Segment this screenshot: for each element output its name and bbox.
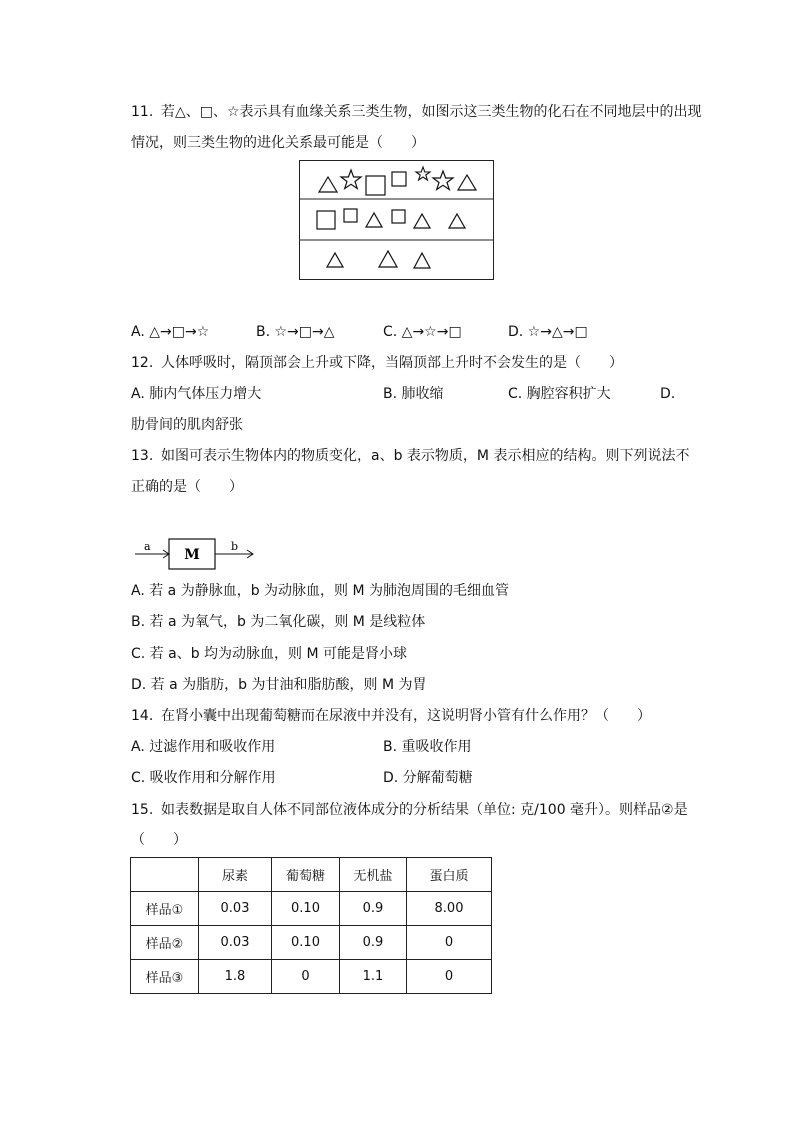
q11-option-b[interactable]: B. ☆→□→△ — [256, 324, 335, 340]
q13-option-c[interactable]: C. 若 a、b 均为动脉血，则 M 可能是肾小球 — [131, 646, 408, 662]
q11-number: 11. — [131, 104, 154, 120]
q12-option-d[interactable]: D. — [660, 386, 676, 402]
table-cell: 0.10 — [272, 892, 340, 926]
diagram-input-label: a — [144, 540, 151, 553]
q11-line1 — [131, 102, 702, 122]
table-header-row — [131, 858, 492, 892]
table-cell: 0.03 — [199, 926, 272, 960]
triangle-fossil-icon — [366, 213, 382, 227]
table-row — [131, 892, 492, 926]
square-fossil-icon — [392, 210, 405, 223]
q13-option-d[interactable]: D. 若 a 为脂肪，b 为甘油和脂肪酸，则 M 为胃 — [131, 677, 427, 693]
q12-option-b[interactable]: B. 肺收缩 — [383, 386, 444, 402]
q12-number: 12. — [131, 355, 154, 371]
square-fossil-icon — [344, 209, 357, 222]
q11-option-d[interactable]: D. ☆→△→□ — [508, 324, 588, 340]
fossil-strata-svg — [300, 161, 493, 279]
triangle-fossil-icon — [414, 253, 430, 268]
table-cell: 0 — [407, 960, 492, 994]
q12-text: 人体呼吸时，隔顶部会上升或下降，当隔顶部上升时不会发生的是（ ） — [161, 355, 623, 371]
q13-line1 — [131, 446, 689, 466]
triangle-fossil-icon — [327, 253, 343, 267]
fossil-strata-diagram — [299, 160, 494, 280]
q11-text-line1: 若△、□、☆表示具有血缘关系三类生物，如图示这三类生物的化石在不同地层中的出现 — [161, 104, 702, 120]
table-cell: 1.1 — [340, 960, 407, 994]
table-cell: 样品③ — [131, 960, 199, 994]
table-row — [131, 960, 492, 994]
star-fossil-icon — [433, 171, 453, 190]
diagram-box-label: M — [184, 547, 200, 563]
diagram-output-label: b — [231, 540, 239, 553]
q14-option-d[interactable]: D. 分解葡萄糖 — [383, 770, 473, 786]
q14-line — [131, 706, 651, 726]
table-row — [131, 926, 492, 960]
square-fossil-icon — [317, 211, 335, 229]
q14-option-b[interactable]: B. 重吸收作用 — [383, 739, 472, 755]
q15-number: 15. — [131, 802, 154, 818]
table-header-cell: 无机盐 — [340, 858, 407, 892]
q14-number: 14. — [131, 708, 154, 724]
q15-line1 — [131, 800, 688, 820]
q12-option-a[interactable]: A. 肺内气体压力增大 — [131, 386, 262, 402]
table-cell: 0.9 — [340, 892, 407, 926]
triangle-fossil-icon — [379, 251, 397, 267]
q13-option-a[interactable]: A. 若 a 为静脉血，b 为动脉血，则 M 为肺泡周围的毛细血管 — [131, 583, 510, 599]
triangle-fossil-icon — [458, 175, 476, 190]
table-cell: 8.00 — [407, 892, 492, 926]
triangle-fossil-icon — [449, 214, 465, 228]
q15-text-line2: （ ） — [131, 832, 187, 848]
table-header-cell — [131, 858, 199, 892]
table-cell: 0.03 — [199, 892, 272, 926]
q14-option-a[interactable]: A. 过滤作用和吸收作用 — [131, 739, 276, 755]
q11-text-line2: 情况，则三类生物的进化关系最可能是（ ） — [131, 135, 425, 151]
table-header-cell: 蛋白质 — [407, 858, 492, 892]
triangle-fossil-icon — [414, 214, 430, 228]
table-cell: 1.8 — [199, 960, 272, 994]
q12-line — [131, 353, 623, 373]
square-fossil-icon — [392, 172, 406, 186]
q14-text: 在肾小囊中出现葡萄糖而在尿液中并没有，这说明肾小管有什么作用？（ ） — [161, 708, 651, 724]
q11-option-c[interactable]: C. △→☆→□ — [383, 324, 462, 340]
q13-text-line1: 如图可表示生物体内的物质变化，a、b 表示物质，M 表示相应的结构。则下列说法不 — [161, 448, 690, 464]
square-fossil-icon — [366, 176, 385, 195]
q15-text-line1: 如表数据是取自人体不同部位液体成分的分析结果（单位: 克/100 毫升）。则样品②是 — [161, 802, 688, 818]
q12-option-d-continuation[interactable]: 肋骨间的肌肉舒张 — [131, 417, 243, 433]
substance-transform-diagram — [131, 536, 261, 580]
star-fossil-icon — [416, 167, 430, 180]
q13-text-line2: 正确的是（ ） — [131, 479, 243, 495]
table-cell: 0 — [272, 960, 340, 994]
fluid-composition-table — [130, 857, 492, 994]
q12-option-c[interactable]: C. 胸腔容积扩大 — [508, 386, 611, 402]
table-header-cell: 葡萄糖 — [272, 858, 340, 892]
table-cell: 0 — [407, 926, 492, 960]
triangle-fossil-icon — [319, 177, 337, 192]
table-cell: 样品② — [131, 926, 199, 960]
table-cell: 0.9 — [340, 926, 407, 960]
q11-option-a[interactable]: A. △→□→☆ — [131, 324, 210, 340]
table-header-cell: 尿素 — [199, 858, 272, 892]
table-cell: 0.10 — [272, 926, 340, 960]
table-cell: 样品① — [131, 892, 199, 926]
substance-transform-svg — [131, 536, 261, 576]
q14-option-c[interactable]: C. 吸收作用和分解作用 — [131, 770, 276, 786]
star-fossil-icon — [341, 170, 361, 189]
q13-option-b[interactable]: B. 若 a 为氧气，b 为二氧化碳，则 M 是线粒体 — [131, 614, 426, 630]
q13-number: 13. — [131, 448, 154, 464]
